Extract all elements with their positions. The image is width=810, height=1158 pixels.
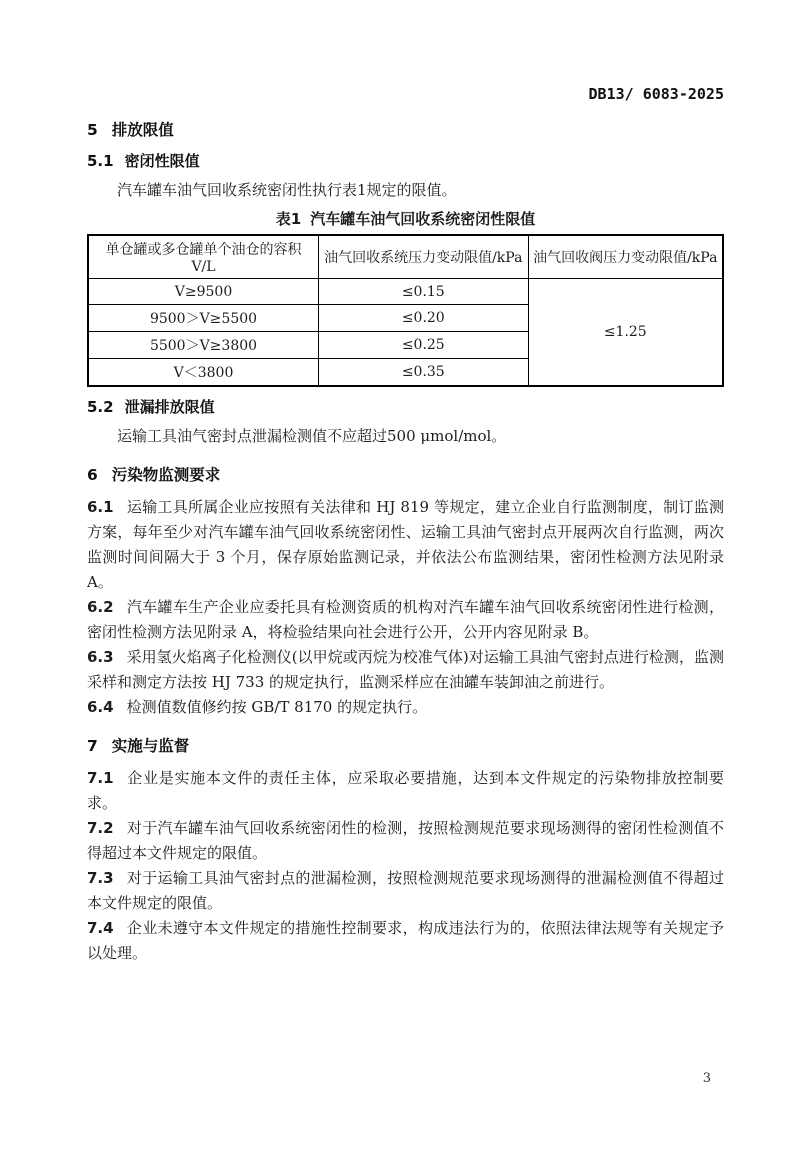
- section-7-heading: [87, 735, 724, 757]
- page-number: 3: [702, 1071, 711, 1086]
- clause-6-2: [87, 595, 724, 645]
- section-number: 7: [87, 737, 98, 755]
- clause-text: 企业是实施本文件的责任主体，应采取必要措施，达到本文件规定的污染物排放控制要求。: [87, 769, 724, 812]
- clause-7-2: [87, 816, 724, 866]
- clause-text: 运输工具所属企业应按照有关法律和 HJ 819 等规定，建立企业自行监测制度，制订监测方案，每年至少对汽车罐车油气回收系统密闭性、运输工具油气密封点开展两次自行监测，两次监测时间间隔大于 3 个月，保存原始监测记录，并依法公布监测结果，密闭性检测方法见附录 A。: [87, 498, 724, 591]
- section-number: 6: [87, 466, 98, 484]
- clause-text: 对于汽车罐车油气回收系统密闭性的检测，按照检测规范要求现场测得的密闭性检测值不得超过本文件规定的限值。: [87, 819, 724, 862]
- section-5-heading: [87, 119, 724, 141]
- valve-pressure-header: 油气回收阀压力变动限值/kPa: [528, 235, 723, 279]
- system-limit-cell: ≤0.15: [319, 279, 529, 305]
- capacity-cell: 9500＞V≥5500: [88, 305, 319, 332]
- section-5-2-heading: [87, 396, 724, 418]
- clause-6-1: [87, 495, 724, 595]
- clause-7-3: [87, 866, 724, 916]
- section-5-1-heading: [87, 150, 724, 172]
- clause-text: 采用氢火焰离子化检测仪(以甲烷或丙烷为校准气体)对运输工具油气密封点进行检测，监测采样和测定方法按 HJ 733 的规定执行，监测采样应在油罐车装卸油之前进行。: [87, 648, 724, 691]
- clause-text: 检测值数值修约按 GB/T 8170 的规定执行。: [126, 698, 428, 716]
- capacity-cell: 5500＞V≥3800: [88, 332, 319, 359]
- table-1-caption: [87, 209, 724, 229]
- clause-number: 7.3: [87, 869, 114, 887]
- section-title: 密闭性限值: [124, 152, 200, 170]
- doc-number: DB13/ 6083-2025: [588, 85, 724, 103]
- clause-6-3: [87, 645, 724, 695]
- table-caption-title: 汽车罐车油气回收系统密闭性限值: [310, 210, 536, 228]
- clause-number: 6.2: [87, 598, 114, 616]
- clause-text: 汽车罐车生产企业应委托具有检测资质的机构对汽车罐车油气回收系统密闭性进行检测，密闭性检测方法见附录 A，将检验结果向社会进行公开，公开内容见附录 B。: [87, 598, 724, 641]
- system-limit-cell: ≤0.20: [319, 305, 529, 332]
- table-row: [88, 279, 723, 305]
- clause-number: 6.1: [87, 498, 114, 516]
- table-caption-label: 表1: [275, 210, 302, 228]
- page-content: [87, 84, 724, 966]
- system-limit-cell: ≤0.35: [319, 359, 529, 387]
- clause-number: 7.4: [87, 919, 114, 937]
- capacity-cell: V≥9500: [88, 279, 319, 305]
- section-title: 排放限值: [111, 121, 174, 139]
- section-number: 5.1: [87, 152, 114, 170]
- clause-number: 6.4: [87, 698, 114, 716]
- clause-6-4: [87, 695, 724, 720]
- section-title: 污染物监测要求: [111, 466, 221, 484]
- system-pressure-header: 油气回收系统压力变动限值/kPa: [319, 235, 529, 279]
- section-title: 实施与监督: [111, 737, 190, 755]
- clause-number: 7.2: [87, 819, 114, 837]
- section-title: 泄漏排放限值: [124, 398, 215, 416]
- clause-5-1-body: 汽车罐车油气回收系统密闭性执行表1规定的限值。: [117, 181, 457, 199]
- valve-limit-cell: ≤1.25: [528, 279, 723, 387]
- capacity-header: 单仓罐或多仓罐单个油仓的容积 V/L: [88, 235, 319, 279]
- section-number: 5.2: [87, 398, 114, 416]
- clause-text: 企业未遵守本文件规定的措施性控制要求，构成违法行为的，依照法律法规等有关规定予以处理。: [87, 919, 724, 962]
- table-header-row: [88, 235, 723, 279]
- closure-limits-table: [87, 234, 724, 387]
- clause-text: 对于运输工具油气密封点的泄漏检测，按照检测规范要求现场测得的泄漏检测值不得超过本文件规定的限值。: [87, 869, 724, 912]
- clause-number: 7.1: [87, 769, 114, 787]
- clause-7-1: [87, 766, 724, 816]
- clause-number: 6.3: [87, 648, 114, 666]
- system-limit-cell: ≤0.25: [319, 332, 529, 359]
- section-6-heading: [87, 464, 724, 486]
- capacity-cell: V＜3800: [88, 359, 319, 387]
- clause-7-4: [87, 916, 724, 966]
- section-number: 5: [87, 121, 98, 139]
- clause-5-2-body: 运输工具油气密封点泄漏检测值不应超过500 μmol/mol。: [117, 427, 507, 445]
